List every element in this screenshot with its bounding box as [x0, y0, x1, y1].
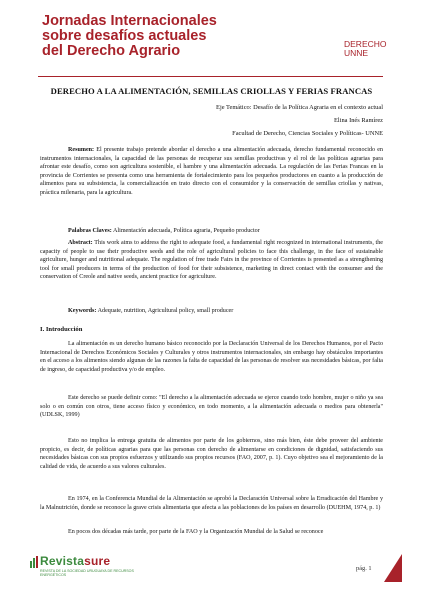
logo-accent: sure: [84, 554, 111, 568]
abstract-es: [40, 146, 383, 198]
keywords-text: Adequate, nutrition, Agricultural policy, small producer: [97, 308, 234, 314]
keywords-en: [40, 307, 383, 316]
abstract-label: Abstract:: [68, 240, 93, 246]
author-affiliation: Facultad de Derecho, Ciencias Sociales y Políticas- UNNE: [232, 130, 383, 137]
conference-title-line: sobre desafíos actuales: [42, 28, 207, 44]
logo-main: Revista: [40, 554, 85, 568]
paragraph: Este derecho se puede definir como: "El derecho a la alimentación adecuada se ejerce cuando todo hombre, mujer o niño ya sea solo o en común con otros, tiene acceso físico y económico, en todo momento, a la alimentación adecuada o medios para obtenerla" (UDLSK, 1999): [40, 395, 383, 419]
paragraph: En 1974, en la Conferencia Mundial de la Alimentación se aprobó la Declaración Universal sobre la Erradicación del Hambre y la Malnutrición, donde se reconoce la grave crisis alimentaria que afecta a las poblaciones de los países en desarrollo (DUEHM, 1974, p. 1): [40, 496, 383, 511]
faculty-brand: [344, 40, 387, 58]
paragraph: Esto no implica la entrega gratuita de alimentos por parte de los gobiernos, sino más bien, éste debe proveer del ambiente propicio, es decir, de políticas agrarias para que las personas con derecho de alimentarse en condiciones de dignidad, satisfaciendo sus necesidades básicas con sus propios esfuerzos y utilizando sus propios recursos (FAO, 2007, p. 1). Cuyo objetivo sea el mejoramiento de la calidad de vida, de acuerdo a sus valores culturales.: [40, 438, 383, 470]
abstract-en: [40, 239, 383, 282]
keywords-label: Keywords:: [68, 308, 97, 314]
brand-line: UNNE: [344, 48, 369, 58]
keywords-es: [40, 227, 383, 236]
conference-title: [42, 14, 312, 59]
header-divider: [38, 76, 383, 77]
paragraph: En pocos dos décadas más tarde, por parte de la FAO y la Organización Mundial de la Salud se reconoce: [68, 529, 324, 535]
brand-line: DERECHO: [344, 39, 387, 49]
paper-title: DERECHO A LA ALIMENTACIÓN, SEMILLAS CRIOLLAS Y FERIAS FRANCAS: [50, 86, 373, 96]
corner-accent: [384, 554, 402, 582]
author-name: Elina Inés Ramírez: [334, 117, 383, 124]
palabras-label: Palabras Claves:: [68, 228, 112, 234]
resumen-text: El presente trabajo pretende abordar el derecho a una alimentación adecuada, derecho fundamental reconocido en instrumentos internacionales, la capacidad de las personas de recuperar sus semillas productivas y el rol de las políticas agrarias para afrontar este desafío, como son agricultura sostenible, el hambre y una alimentación adecuada. La regulación de las Ferias Francas en la provincia de Corrientes se presenta como una herramienta de fortalecimiento para los pequeños productores en cuanto a la producción de alimentos para su subsistencia, la comercialización en trato directo con el consumidor y la conservación de semillas criollas y nativas, práctica milenaria, para la agricultura.: [40, 147, 383, 196]
paragraph: La alimentación es un derecho humano básico reconocido por la Declaración Universal de los Derechos Humanos, por el Pacto Internacional de Derechos Económicos Sociales y Culturales y otros instrumentos internacionales, sin embargo hay obstáculos importantes en el acceso a los alimentos siendo algunas de las razones la falta de capacidad de las personas de resolver sus necesidades básicas, por falta de ingreso, de capacidad productiva y/o de empleo.: [40, 341, 383, 373]
thematic-axis: Eje Temático: Desafío de la Política Agraria en el contexto actual: [216, 104, 383, 111]
logo-wordmark: [40, 554, 150, 568]
conference-title-line: del Derecho Agrario: [42, 43, 181, 59]
palabras-text: Alimentación adecuada, Política agraria, Pequeño productor: [113, 228, 260, 234]
logo-bars-icon: [30, 556, 38, 568]
resumen-label: Resumen:: [68, 147, 95, 153]
conference-title-line: Jornadas Internacionales: [42, 13, 217, 29]
logo-subtitle: REVISTA DE LA SOCIEDAD URUGUAYA DE RECURSOS ENERGÉTICOS: [40, 569, 134, 577]
section-heading: I. Introducción: [40, 326, 83, 333]
abstract-text: This work aims to address the right to adequate food, a fundamental right recognized in international instruments, the capacity of people to use their productive seeds and the role of agricultural policies to face this challenge, in the face of sustainable agriculture, hunger and nutritional adequate. The regulation of free trade Fairs in the province of Corrientes is presented as a strengthening tool for small producers in terms of the production of food for their subsistence, marketing in direct contact with the consumer and the conservation of Creole and native seeds, ancient practice for agriculture.: [40, 240, 383, 281]
journal-logo: [40, 554, 150, 577]
page-number: pág. 1: [356, 565, 372, 572]
